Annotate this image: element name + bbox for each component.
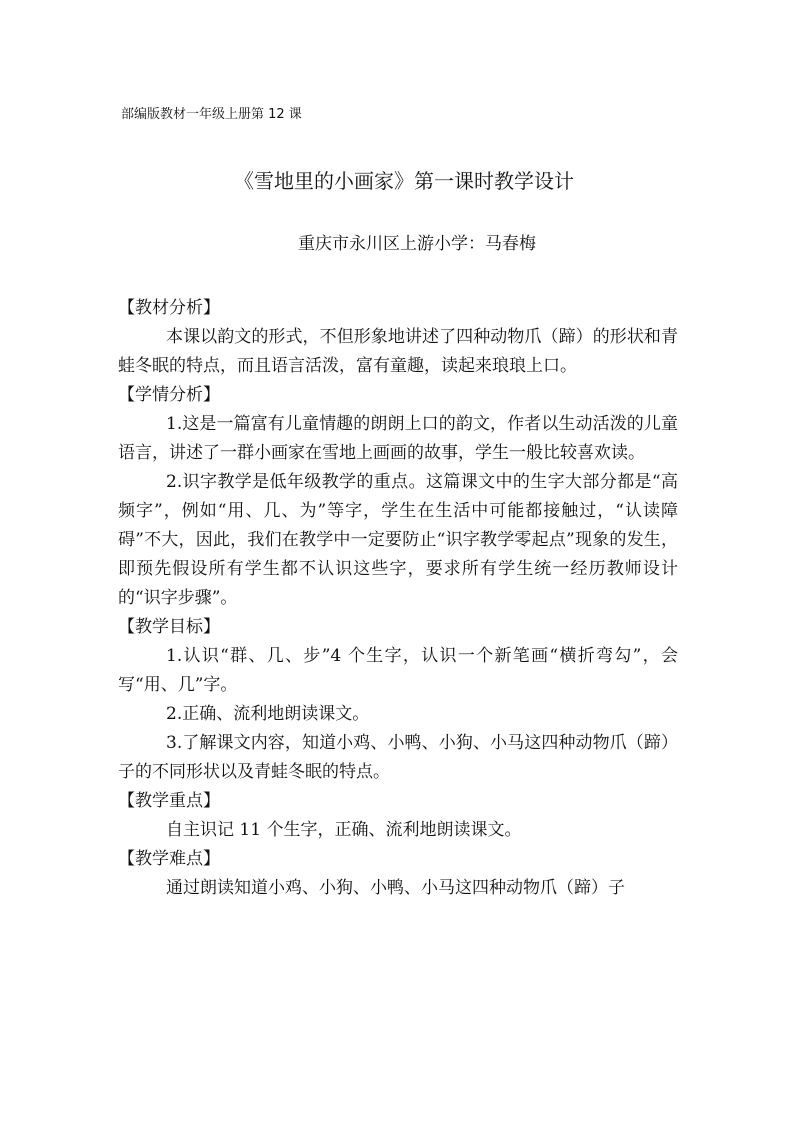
document-body <box>118 294 678 903</box>
section-student-analysis <box>118 381 678 613</box>
paragraph: 2.识字教学是低年级教学的重点。这篇课文中的生字大部分都是“高频字”，例如“用、几、为”等字，学生在生活中可能都接触过，“认读障碍”不大，因此，我们在教学中一定要防止“识字教学零起点”现象的发生，即预先假设所有学生都不认识这些字，要求所有学生统一经历教师设计的“识字步骤”。 <box>118 472 678 608</box>
section-key-points <box>118 787 678 845</box>
section-heading: 【教学目标】 <box>118 617 220 637</box>
section-difficulties <box>118 845 678 903</box>
section-heading: 【学情分析】 <box>118 385 220 405</box>
paragraph: 2.正确、流利地朗读课文。 <box>166 704 370 724</box>
paragraph: 自主识记 11 个生字，正确、流利地朗读课文。 <box>166 820 522 840</box>
header-note: 部编版教材一年级上册第 12 课 <box>121 107 302 122</box>
author-line: 重庆市永川区上游小学：马春梅 <box>298 234 536 254</box>
section-textbook-analysis <box>118 294 678 381</box>
paragraph: 本课以韵文的形式，不但形象地讲述了四种动物爪（蹄）的形状和青蛙冬眠的特点，而且语言活泼，富有童趣，读起来琅琅上口。 <box>118 327 678 376</box>
paragraph: 1.认识“群、几、步”4 个生字，认识一个新笔画“横折弯勾”，会写“用、几”字。 <box>118 646 678 695</box>
section-heading: 【教学难点】 <box>118 849 220 869</box>
document-title: 《雪地里的小画家》第一课时教学设计 <box>234 169 574 193</box>
section-heading: 【教学重点】 <box>118 791 220 811</box>
paragraph: 通过朗读知道小鸡、小狗、小鸭、小马这四种动物爪（蹄）子 <box>166 878 625 898</box>
section-teaching-goals <box>118 613 678 787</box>
section-heading: 【教材分析】 <box>118 298 220 318</box>
paragraph: 3.了解课文内容，知道小鸡、小鸭、小狗、小马这四种动物爪（蹄）子的不同形状以及青蛙冬眠的特点。 <box>118 733 678 782</box>
paragraph: 1.这是一篇富有儿童情趣的朗朗上口的韵文，作者以生动活泼的儿童语言，讲述了一群小画家在雪地上画画的故事，学生一般比较喜欢读。 <box>118 414 678 463</box>
